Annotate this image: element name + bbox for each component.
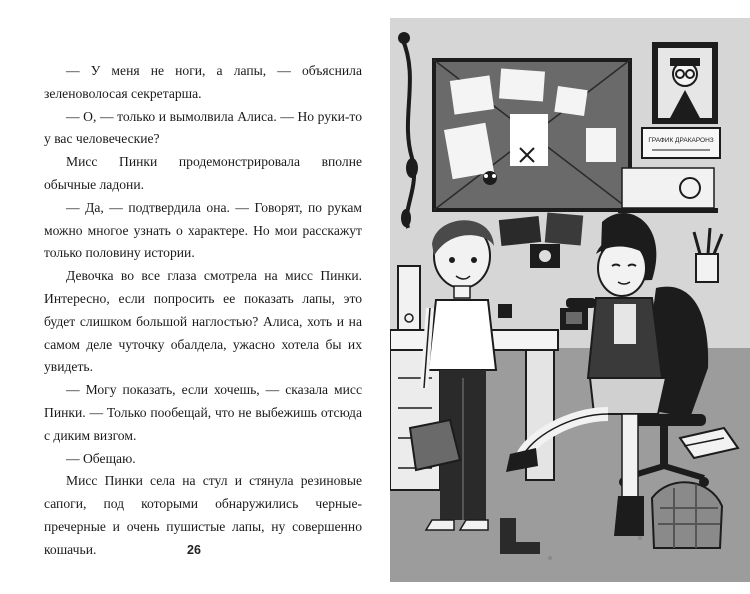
paragraph-8: Мисс Пинки села на стул и стянула резиновые сапоги, под которыми обнаружились черные-пречерные и очень пушистые лапы, ну совершенно кошачьи. <box>44 473 362 557</box>
paragraph-2: — О, — только и вымолвила Алиса. — Но руки-то у вас человеческие? <box>44 108 362 147</box>
pinboard <box>434 60 630 210</box>
plaid-bag <box>652 482 722 548</box>
paragraph-3: Мисс Пинки продемонстрировала вполне обычные ладони. <box>44 154 362 192</box>
page-number: 26 <box>187 543 201 557</box>
paragraph-5: Девочка во все глаза смотрела на мисс Пинки. Интересно, если попросить ее показать лапы, это будет слишком большой наглостью? Алиса, хоть и на самом деле чуточку обалдела, ужасно хотела бы их увидеть. <box>44 268 362 375</box>
wall-shelf <box>618 168 718 213</box>
paragraph-6: — Могу показать, если хочешь, — сказала мисс Пинки. — Только пообещай, что не выбежишь отсюда с диким визгом. <box>44 382 362 443</box>
framed-portrait <box>652 42 718 124</box>
paragraph-1: — У меня не ноги, а лапы, — объяснила зеленоволосая секретарша. <box>44 63 362 101</box>
paragraph-7: — Обещаю. <box>66 450 136 466</box>
paragraph-4: — Да, — подтвердила она. — Говорят, по рукам можно многое узнать о характере. Но мои расскажут только половину истории. <box>44 199 362 261</box>
office-illustration <box>390 18 750 582</box>
illustration-svg <box>390 18 750 582</box>
text-page <box>44 60 362 562</box>
schedule-sign <box>642 128 720 158</box>
sign-label: ГРАФИК ДРАКАРОНЗ <box>648 137 714 144</box>
binder <box>398 266 420 334</box>
